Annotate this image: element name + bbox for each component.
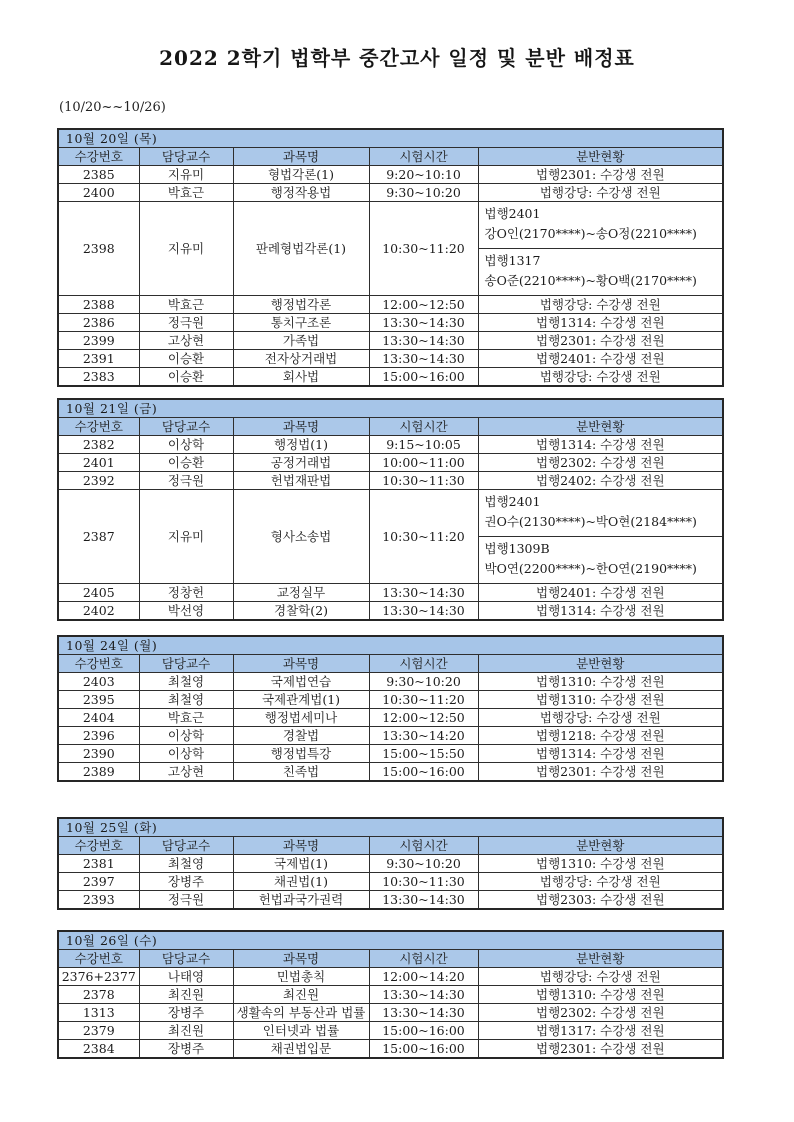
course-no-cell: 2400: [58, 184, 139, 202]
professor-cell: 정창헌: [139, 584, 233, 602]
subject-cell: 채권법(1): [233, 873, 369, 891]
course-no-cell: 2403: [58, 673, 139, 691]
section-cell: 법행2401: 수강생 전원: [478, 584, 723, 602]
exam-row: [58, 968, 723, 986]
column-header: 과목명: [233, 148, 369, 166]
subject-cell: 행정작용법: [233, 184, 369, 202]
course-no-cell: 2401: [58, 454, 139, 472]
column-header: 과목명: [233, 950, 369, 968]
exam-time-cell: 15:00~16:00: [369, 368, 478, 387]
column-header: 담당교수: [139, 837, 233, 855]
column-header: 수강번호: [58, 950, 139, 968]
professor-cell: 박효근: [139, 296, 233, 314]
subject-cell: 전자상거래법: [233, 350, 369, 368]
column-header-row: [58, 418, 723, 436]
date-header-row: [58, 399, 723, 418]
professor-cell: 장병주: [139, 1040, 233, 1059]
column-header-row: [58, 950, 723, 968]
subject-cell: 국제법연습: [233, 673, 369, 691]
section-cell: 법행강당: 수강생 전원: [478, 709, 723, 727]
course-no-cell: 2389: [58, 763, 139, 782]
professor-cell: 박효근: [139, 184, 233, 202]
column-header: 분반현황: [478, 950, 723, 968]
room-label: 법행1317: [484, 253, 541, 268]
professor-cell: 이상학: [139, 727, 233, 745]
subject-cell: 통치구조론: [233, 314, 369, 332]
exam-day-table: [57, 128, 724, 387]
subject-cell: 채권법입문: [233, 1040, 369, 1059]
column-header: 분반현황: [478, 837, 723, 855]
professor-cell: 이승환: [139, 368, 233, 387]
exam-time-cell: 9:30~10:20: [369, 673, 478, 691]
section-cell: 법행강당: 수강생 전원: [478, 368, 723, 387]
section-group: [479, 490, 723, 536]
exam-row: [58, 202, 723, 296]
table-date-label: 10월 24일 (월): [58, 636, 723, 655]
section-cell: 법행1310: 수강생 전원: [478, 691, 723, 709]
exam-row: [58, 673, 723, 691]
exam-row: [58, 986, 723, 1004]
subject-cell: 친족법: [233, 763, 369, 782]
table-date-label: 10월 25일 (화): [58, 818, 723, 837]
exam-row: [58, 855, 723, 873]
exam-time-cell: 13:30~14:30: [369, 986, 478, 1004]
exam-day-table: [57, 398, 724, 621]
subject-cell: 형사소송법: [233, 490, 369, 584]
column-header-row: [58, 148, 723, 166]
exam-time-cell: 15:00~16:00: [369, 1022, 478, 1040]
course-no-cell: 2386: [58, 314, 139, 332]
exam-row: [58, 350, 723, 368]
exam-time-cell: 13:30~14:30: [369, 332, 478, 350]
exam-time-cell: 10:30~11:30: [369, 873, 478, 891]
exam-time-cell: 13:30~14:30: [369, 350, 478, 368]
exam-time-cell: 13:30~14:30: [369, 1004, 478, 1022]
column-header: 분반현황: [478, 418, 723, 436]
section-cell: 법행2302: 수강생 전원: [478, 454, 723, 472]
exam-time-cell: 12:00~12:50: [369, 296, 478, 314]
column-header: 과목명: [233, 837, 369, 855]
course-no-cell: 2402: [58, 602, 139, 621]
section-cell: 법행1314: 수강생 전원: [478, 602, 723, 621]
course-no-cell: 1313: [58, 1004, 139, 1022]
exam-row: [58, 745, 723, 763]
course-no-cell: 2397: [58, 873, 139, 891]
section-cell: 법행강당: 수강생 전원: [478, 184, 723, 202]
exam-row: [58, 184, 723, 202]
course-no-cell: 2385: [58, 166, 139, 184]
professor-cell: 지유미: [139, 490, 233, 584]
table-date-label: 10월 21일 (금): [58, 399, 723, 418]
exam-row: [58, 727, 723, 745]
section-cell: 법행2301: 수강생 전원: [478, 332, 723, 350]
exam-time-cell: 9:20~10:10: [369, 166, 478, 184]
professor-cell: 장병주: [139, 1004, 233, 1022]
date-header-row: [58, 818, 723, 837]
course-no-cell: 2384: [58, 1040, 139, 1059]
course-no-cell: 2390: [58, 745, 139, 763]
column-header: 분반현황: [478, 655, 723, 673]
professor-cell: 최진원: [139, 1022, 233, 1040]
exam-row: [58, 1040, 723, 1059]
date-header-row: [58, 931, 723, 950]
subject-cell: 행정법(1): [233, 436, 369, 454]
exam-row: [58, 166, 723, 184]
section-cell: 법행1314: 수강생 전원: [478, 436, 723, 454]
exam-row: [58, 873, 723, 891]
exam-row: [58, 332, 723, 350]
course-no-cell: 2393: [58, 891, 139, 910]
exam-time-cell: 9:15~10:05: [369, 436, 478, 454]
course-no-cell: 2396: [58, 727, 139, 745]
subject-cell: 국제법(1): [233, 855, 369, 873]
professor-cell: 이상학: [139, 745, 233, 763]
column-header: 수강번호: [58, 655, 139, 673]
exam-time-cell: 9:30~10:20: [369, 855, 478, 873]
course-no-cell: 2383: [58, 368, 139, 387]
student-range: 권O수(2130****)~박O현(2184****): [484, 514, 697, 529]
professor-cell: 정극원: [139, 472, 233, 490]
professor-cell: 박선영: [139, 602, 233, 621]
exam-row: [58, 368, 723, 387]
room-label: 법행2401: [484, 206, 541, 221]
professor-cell: 정극원: [139, 314, 233, 332]
section-cell: 법행1218: 수강생 전원: [478, 727, 723, 745]
section-cell: 법행1310: 수강생 전원: [478, 986, 723, 1004]
section-cell: 법행1317: 수강생 전원: [478, 1022, 723, 1040]
professor-cell: 장병주: [139, 873, 233, 891]
exam-time-cell: 10:30~11:30: [369, 472, 478, 490]
course-no-cell: 2387: [58, 490, 139, 584]
exam-row: [58, 602, 723, 621]
exam-row: [58, 454, 723, 472]
subject-cell: 가족법: [233, 332, 369, 350]
subject-cell: 국제관계법(1): [233, 691, 369, 709]
professor-cell: 이승환: [139, 454, 233, 472]
section-cell: 법행강당: 수강생 전원: [478, 873, 723, 891]
table-date-label: 10월 20일 (목): [58, 129, 723, 148]
professor-cell: 나태영: [139, 968, 233, 986]
course-no-cell: 2381: [58, 855, 139, 873]
section-cell: 법행2301: 수강생 전원: [478, 166, 723, 184]
exam-row: [58, 490, 723, 584]
subject-cell: 헌법재판법: [233, 472, 369, 490]
section-cell: 법행강당: 수강생 전원: [478, 296, 723, 314]
course-no-cell: 2392: [58, 472, 139, 490]
section-cell: 법행2302: 수강생 전원: [478, 1004, 723, 1022]
professor-cell: 이승환: [139, 350, 233, 368]
exam-time-cell: 12:00~14:20: [369, 968, 478, 986]
professor-cell: 지유미: [139, 202, 233, 296]
column-header-row: [58, 837, 723, 855]
subject-cell: 형법각론(1): [233, 166, 369, 184]
exam-time-cell: 13:30~14:30: [369, 584, 478, 602]
professor-cell: 박효근: [139, 709, 233, 727]
exam-time-cell: 13:30~14:30: [369, 891, 478, 910]
professor-cell: 최철영: [139, 691, 233, 709]
date-header-row: [58, 636, 723, 655]
exam-row: [58, 296, 723, 314]
column-header: 수강번호: [58, 148, 139, 166]
column-header: 수강번호: [58, 837, 139, 855]
subject-cell: 판례형법각론(1): [233, 202, 369, 296]
course-no-cell: 2398: [58, 202, 139, 296]
professor-cell: 지유미: [139, 166, 233, 184]
column-header: 시험시간: [369, 655, 478, 673]
course-no-cell: 2379: [58, 1022, 139, 1040]
section-group: [479, 202, 723, 248]
column-header: 시험시간: [369, 148, 478, 166]
section-group: [479, 536, 723, 583]
subject-cell: 헌법과국가권력: [233, 891, 369, 910]
exam-row: [58, 584, 723, 602]
date-range-label: (10/20~~10/26): [59, 100, 166, 115]
professor-cell: 이상학: [139, 436, 233, 454]
exam-day-table: [57, 930, 724, 1059]
subject-cell: 경찰법: [233, 727, 369, 745]
section-cell: 법행2303: 수강생 전원: [478, 891, 723, 910]
course-no-cell: 2399: [58, 332, 139, 350]
professor-cell: 고상현: [139, 332, 233, 350]
subject-cell: 민법총칙: [233, 968, 369, 986]
subject-cell: 경찰학(2): [233, 602, 369, 621]
course-no-cell: 2382: [58, 436, 139, 454]
section-cell: 법행1310: 수강생 전원: [478, 855, 723, 873]
professor-cell: 최철영: [139, 673, 233, 691]
exam-time-cell: 10:00~11:00: [369, 454, 478, 472]
section-cell: 법행1314: 수강생 전원: [478, 314, 723, 332]
section-group: [479, 248, 723, 295]
course-no-cell: 2395: [58, 691, 139, 709]
column-header: 수강번호: [58, 418, 139, 436]
section-cell: 법행1310: 수강생 전원: [478, 673, 723, 691]
exam-time-cell: 10:30~11:20: [369, 691, 478, 709]
section-cell: 법행강당: 수강생 전원: [478, 968, 723, 986]
exam-row: [58, 436, 723, 454]
exam-row: [58, 709, 723, 727]
exam-row: [58, 891, 723, 910]
section-cell-split: [478, 202, 723, 296]
exam-row: [58, 472, 723, 490]
subject-cell: 회사법: [233, 368, 369, 387]
student-range: 송O준(2210****)~황O백(2170****): [484, 273, 697, 288]
subject-cell: 행정법세미나: [233, 709, 369, 727]
exam-row: [58, 1004, 723, 1022]
exam-row: [58, 314, 723, 332]
exam-row: [58, 763, 723, 782]
column-header: 담당교수: [139, 148, 233, 166]
professor-cell: 최진원: [139, 986, 233, 1004]
course-no-cell: 2404: [58, 709, 139, 727]
subject-cell: 교정실무: [233, 584, 369, 602]
exam-row: [58, 691, 723, 709]
course-no-cell: 2376+2377: [58, 968, 139, 986]
exam-time-cell: 12:00~12:50: [369, 709, 478, 727]
section-cell-split: [478, 490, 723, 584]
course-no-cell: 2378: [58, 986, 139, 1004]
subject-cell: 최진원: [233, 986, 369, 1004]
course-no-cell: 2388: [58, 296, 139, 314]
column-header: 과목명: [233, 655, 369, 673]
column-header: 분반현황: [478, 148, 723, 166]
column-header: 시험시간: [369, 418, 478, 436]
exam-time-cell: 15:00~16:00: [369, 1040, 478, 1059]
room-label: 법행2401: [484, 494, 541, 509]
exam-day-table: [57, 817, 724, 910]
exam-time-cell: 13:30~14:30: [369, 602, 478, 621]
student-range: 강O인(2170****)~송O정(2210****): [484, 226, 697, 241]
section-cell: 법행2301: 수강생 전원: [478, 763, 723, 782]
professor-cell: 정극원: [139, 891, 233, 910]
room-label: 법행1309B: [484, 541, 550, 556]
section-cell: 법행2301: 수강생 전원: [478, 1040, 723, 1059]
section-cell: 법행1314: 수강생 전원: [478, 745, 723, 763]
professor-cell: 최철영: [139, 855, 233, 873]
subject-cell: 공정거래법: [233, 454, 369, 472]
date-header-row: [58, 129, 723, 148]
exam-time-cell: 15:00~15:50: [369, 745, 478, 763]
exam-time-cell: 10:30~11:20: [369, 202, 478, 296]
exam-time-cell: 13:30~14:30: [369, 314, 478, 332]
subject-cell: 행정법특강: [233, 745, 369, 763]
course-no-cell: 2405: [58, 584, 139, 602]
exam-time-cell: 10:30~11:20: [369, 490, 478, 584]
professor-cell: 고상현: [139, 763, 233, 782]
page-title: 2022 2학기 법학부 중간고사 일정 및 분반 배정표: [159, 46, 635, 70]
subject-cell: 인터넷과 법률: [233, 1022, 369, 1040]
column-header: 담당교수: [139, 418, 233, 436]
exam-time-cell: 13:30~14:20: [369, 727, 478, 745]
column-header: 과목명: [233, 418, 369, 436]
column-header-row: [58, 655, 723, 673]
exam-time-cell: 15:00~16:00: [369, 763, 478, 782]
column-header: 담당교수: [139, 655, 233, 673]
section-cell: 법행2401: 수강생 전원: [478, 350, 723, 368]
section-cell: 법행2402: 수강생 전원: [478, 472, 723, 490]
table-date-label: 10월 26일 (수): [58, 931, 723, 950]
subject-cell: 행정법각론: [233, 296, 369, 314]
exam-day-table: [57, 635, 724, 782]
exam-row: [58, 1022, 723, 1040]
course-no-cell: 2391: [58, 350, 139, 368]
column-header: 시험시간: [369, 837, 478, 855]
student-range: 박O연(2200****)~한O연(2190****): [484, 561, 697, 576]
column-header: 시험시간: [369, 950, 478, 968]
exam-time-cell: 9:30~10:20: [369, 184, 478, 202]
column-header: 담당교수: [139, 950, 233, 968]
subject-cell: 생활속의 부동산과 법률: [233, 1004, 369, 1022]
